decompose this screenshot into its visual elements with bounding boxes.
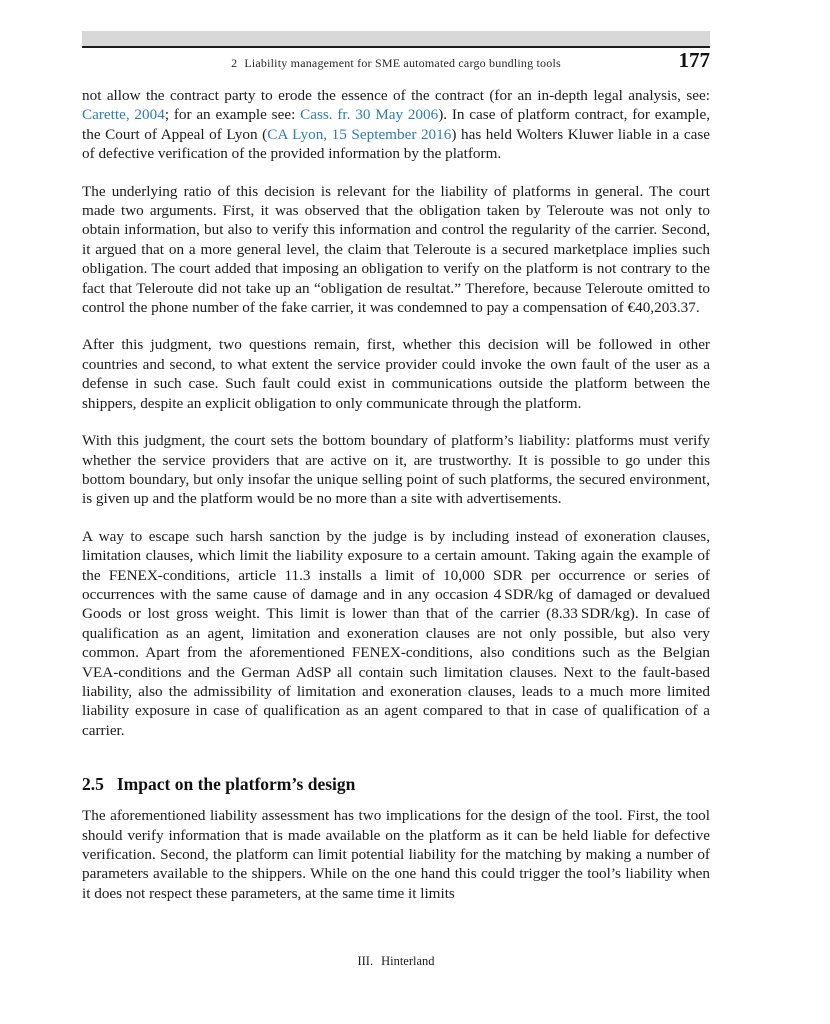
paragraph-1-text: ). In case of platform contract, for example, the Court of Appeal of Lyon ( <box>82 106 710 143</box>
page-number: 177 <box>678 48 710 72</box>
paragraph-2: The underlying ratio of this decision is relevant for the liability of platforms in general. The court made two arguments. First, it was observed that the obligation taken by Teleroute was not only to obtain information, but also to verify this information and control the regularity of the carrier. Second, it argued that on a more general level, the claim that Teleroute is a secured marketplace implies such obligation. The court added that imposing an obligation to verify on the platform is not contrary to the fact that Teleroute did not take up an “obligation de resultat.” Therefore, because Teleroute omitted to control the phone number of the fake carrier, it was condemned to pay a compensation of €40,203.37. <box>82 182 710 317</box>
section-heading-title: Impact on the platform’s design <box>116 774 356 795</box>
running-header-chapter-number: 2 <box>231 56 238 70</box>
running-header-title <box>82 53 710 71</box>
paragraph-4: With this judgment, the court sets the bottom boundary of platform’s liability: platforms must verify whether the service providers that are active on it, are trustworthy. It is possible to go under this bottom boundary, but only insofar the unique selling point of such platforms, the secured environment, is given up and the platform would be no more than a site with advertisements. <box>82 432 710 508</box>
paragraph-5: A way to escape such harsh sanction by the judge is by including instead of exoneration clauses, limitation clauses, which limit the liability exposure to a certain amount. Taking again the example of the FENEX-conditions, article 11.3 installs a limit of 10,000 SDR per occurrence or series of occurrences with the same cause of damage and in any occasion 4 SDR/kg of damaged or devalued Goods or lost gross weight. This limit is lower than that of the carrier (8.33 SDR/kg). In case of qualification as an agent, limitation and exoneration clauses are not only possible, but also very common. Apart from the aforementioned FENEX-conditions, also conditions such as the Belgian VEA-conditions and the German AdSP all contain such limitation clauses. Next to the fault-based liability, also the admissibility of limitation and exoneration clauses, leads to a much more limited liability exposure in case of qualification as an agent compared to that in case of qualification of a carrier. <box>82 527 710 739</box>
body-text <box>82 86 710 903</box>
paragraph-1 <box>82 86 710 164</box>
section-heading <box>82 774 710 795</box>
footer-part-label <box>82 954 710 969</box>
paragraph-3: After this judgment, two questions remain, first, whether this decision will be followed in other countries and second, to what extent the service provider could invoke the own fault of the user as a defense in such case. Such fault could exist in communications outside the platform between the shippers, despite an explicit obligation to only communicate through the platform. <box>82 336 710 412</box>
footer-part-number: III. <box>357 954 374 968</box>
header-rule-bar <box>82 31 710 48</box>
citation-link-carette-2004[interactable]: Carette, 2004 <box>82 106 165 124</box>
section-heading-number: 2.5 <box>82 774 104 795</box>
paragraph-1-text: not allow the contract party to erode the essence of the contract (for an in-depth legal analysis, see: <box>82 87 710 104</box>
paragraph-6: The aforementioned liability assessment has two implications for the design of the tool. First, the tool should verify information that is made available on the platform as it can be held liable for defective verification. Second, the platform can limit potential liability for the matching by making a number of parameters available to the shippers. While on the one hand this could trigger the tool’s liability when it does not respect these parameters, at the same time it limits <box>82 807 710 902</box>
paragraph-1-text: ; for an example see: <box>164 106 301 124</box>
citation-link-ca-lyon-15-september-2016[interactable]: CA Lyon, 15 September 2016 <box>267 125 452 143</box>
running-head <box>82 48 710 77</box>
footer-part-title: Hinterland <box>381 954 435 968</box>
citation-link-cass-fr-30-may-2006[interactable]: Cass. fr. 30 May 2006 <box>300 106 439 124</box>
running-header-text: Liability management for SME automated cargo bundling tools <box>244 56 561 70</box>
paragraph-1-text: ) has held Wolters Kluwer liable in a case of defective verification of the provided information by the platform. <box>82 125 710 163</box>
content-column <box>82 0 710 921</box>
